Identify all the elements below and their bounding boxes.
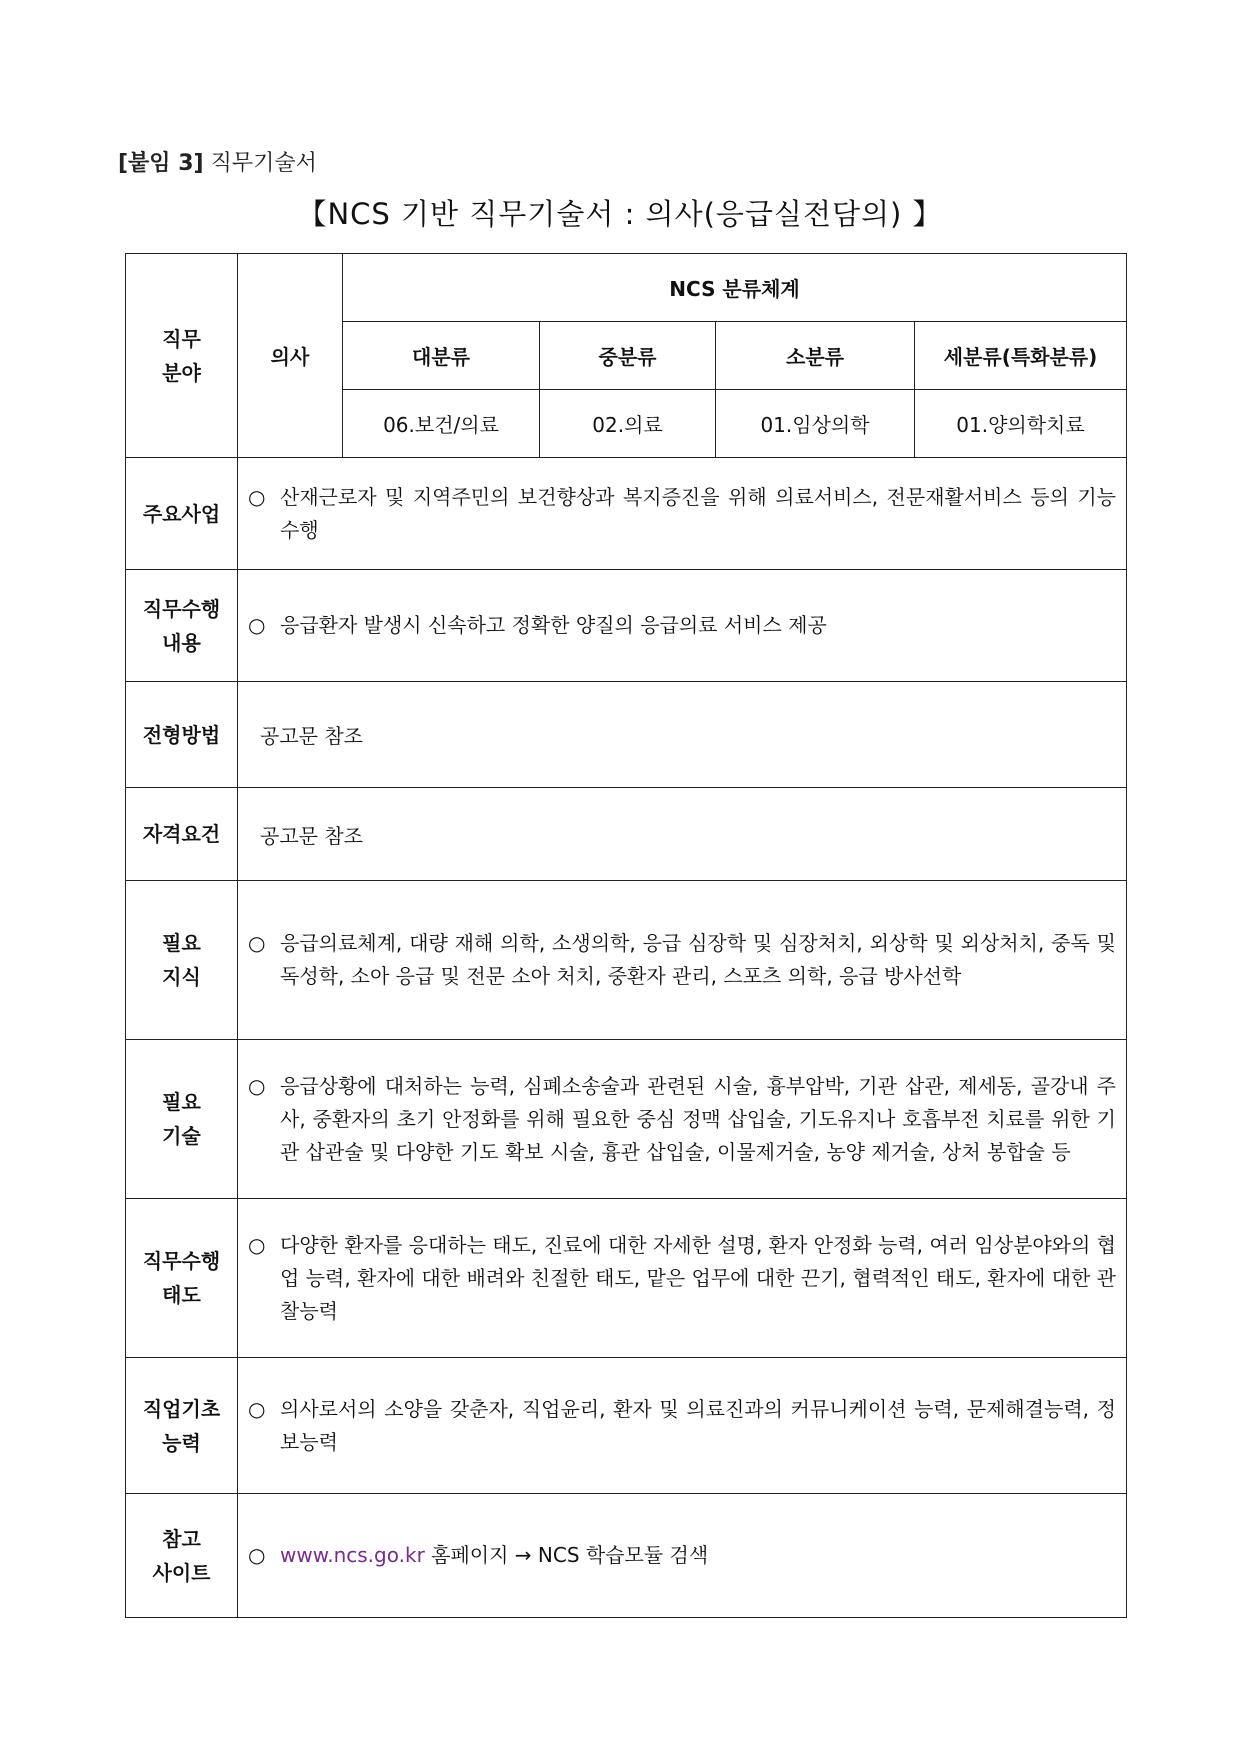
row-label-required-skills: 필요 기술 [125,1039,238,1199]
row-content-basic-competency [237,1357,1127,1494]
bullet-icon: ○ [248,1543,266,1567]
document-title: 【NCS 기반 직무기술서 : 의사(응급실전담의) 】 [297,197,943,231]
bullet-icon: ○ [248,1073,266,1098]
row-label-basic-competency: 직업기초 능력 [125,1357,238,1494]
row-content-required-knowledge [237,880,1127,1040]
job-field-label: 직무 분야 [125,253,238,458]
row-label-reference-site: 참고 사이트 [125,1493,238,1618]
category-detail-code: 01.양의학치료 [914,389,1127,458]
row-label-main-business: 주요사업 [125,457,238,570]
row-label-selection-method: 전형방법 [125,681,238,788]
row-label-job-attitude: 직무수행 태도 [125,1198,238,1358]
row-content-reference-site [237,1493,1127,1618]
ncs-website-link[interactable]: www.ncs.go.kr [280,1543,425,1567]
bullet-icon: ○ [248,484,266,509]
row-text: 홈페이지 → NCS 학습모듈 검색 [431,1543,709,1567]
row-label-job-content: 직무수행 내용 [125,569,238,682]
row-text: 응급환자 발생시 신속하고 정확한 양질의 응급의료 서비스 제공 [280,613,827,637]
row-content-qualification: 공고문 참조 [237,787,1127,881]
bullet-icon: ○ [248,931,266,955]
row-content-job-attitude [237,1198,1127,1358]
row-text: 응급상황에 대처하는 능력, 심폐소송술과 관련된 시술, 흉부압박, 기관 삽관, 제세동, 골강내 주사, 중환자의 초기 안정화를 위해 필요한 중심 정맥 삽입술, 기도유지나 호흡부전 치료를 위한 기관 삽관술 및 다양한 기도 확보 시술, 흉관 삽입술, 이물제거술, 농양 제거술, 상처 봉합술 등 [280,1073,1116,1164]
category-detail-header: 세분류(특화분류) [914,321,1127,390]
row-content-selection-method: 공고문 참조 [237,681,1127,788]
row-text: 의사로서의 소양을 갖춘자, 직업윤리, 환자 및 의료진과의 커뮤니케이션 능력, 문제해결능력, 정보능력 [280,1396,1116,1454]
category-minor-code: 01.임상의학 [715,389,915,458]
category-major-header: 대분류 [342,321,540,390]
ncs-classification-header: NCS 분류체계 [342,253,1127,322]
row-content-required-skills [237,1039,1127,1199]
attachment-label: [붙임 3] [118,151,204,176]
row-content-main-business [237,457,1127,570]
bullet-icon: ○ [248,1396,266,1421]
job-description-table [125,253,1127,1618]
row-label-required-knowledge: 필요 지식 [125,880,238,1040]
category-middle-header: 중분류 [539,321,716,390]
job-name: 의사 [237,253,343,458]
row-content-job-content [237,569,1127,682]
row-text: 응급의료체계, 대량 재해 의학, 소생의학, 응급 심장학 및 심장처치, 외상학 및 외상처치, 중독 및 독성학, 소아 응급 및 전문 소아 처치, 중환자 관리, 스포츠 의학, 응급 방사선학 [280,931,1116,988]
category-minor-header: 소분류 [715,321,915,390]
attachment-header [118,146,317,177]
row-text: 산재근로자 및 지역주민의 보건향상과 복지증진을 위해 의료서비스, 전문재활서비스 등의 기능 수행 [280,484,1116,542]
bullet-icon: ○ [248,613,266,637]
bullet-icon: ○ [248,1232,266,1257]
category-middle-code: 02.의료 [539,389,716,458]
attachment-title: 직무기술서 [210,151,317,176]
row-text: 다양한 환자를 응대하는 태도, 진료에 대한 자세한 설명, 환자 안정화 능력, 여러 임상분야와의 협업 능력, 환자에 대한 배려와 친절한 태도, 맡은 업무에 대한 끈기, 협력적인 태도, 환자에 대한 관찰능력 [280,1232,1116,1323]
row-label-qualification: 자격요건 [125,787,238,881]
category-major-code: 06.보건/의료 [342,389,540,458]
